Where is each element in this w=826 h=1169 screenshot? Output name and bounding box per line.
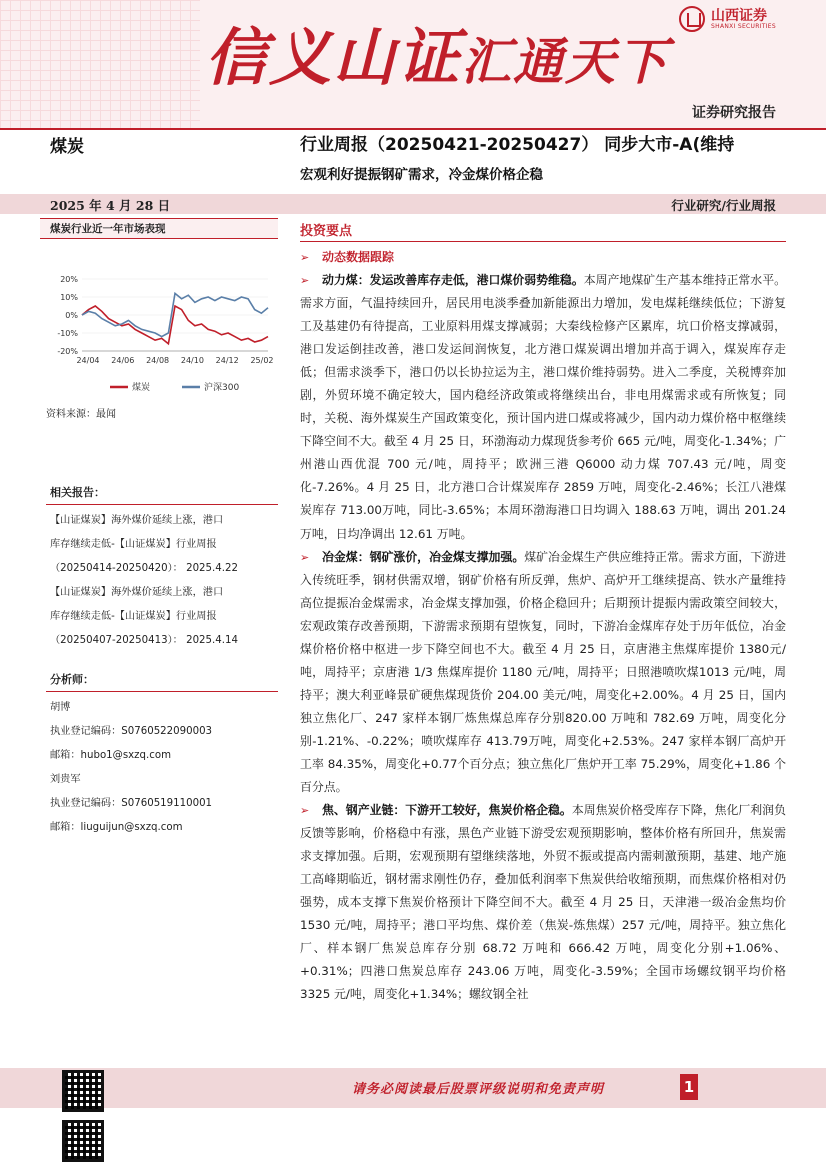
industry-label: 煤炭: [50, 137, 84, 157]
arrow-bullet-icon: ➢: [300, 804, 310, 818]
paragraph-line: 游需求预期有望恢复，同时，下游冶金煤库存处于历年低位，冶金煤价格价: [300, 618, 786, 656]
paragraph-heading: 动力煤：发运改善库存走低，港口煤价弱势维稳。: [322, 273, 584, 287]
key-points-title: 投资要点: [300, 224, 353, 239]
chart-title: 煤炭行业近一年市场表现: [40, 218, 278, 239]
analyst-line: 执业登记编码：S0760519110001: [50, 798, 213, 809]
paragraph-line: 周持平；欧洲三港 Q6000 动力煤 707.43 元/吨，周变化-7.26%。4 月 25 日，: [300, 457, 786, 495]
analyst-line: 执业登记编码：S0760522090003: [50, 726, 213, 737]
chart-source: 资料来源：最闻: [46, 409, 116, 420]
x-tick-label: 24/12: [215, 356, 239, 365]
x-tick-label: 24/04: [76, 356, 100, 365]
section-dynamic-tracking: ➢ 动态数据跟踪: [300, 246, 786, 269]
y-tick-label: 0%: [65, 311, 78, 320]
company-name-cn: 山西证券: [711, 7, 768, 24]
banner-grid-pattern: [0, 0, 200, 128]
analyst-line: 邮箱：hubo1@sxzq.com: [50, 750, 171, 761]
paragraph-line: 发运间润恢复，北方港口煤炭调出增加并高于调入，煤炭库存走低；但需求: [300, 342, 786, 380]
paragraph-line: 格中枢进一步下降空间也不大。截至 4 月 25 日，京唐港主焦煤库提价 1380: [349, 641, 770, 656]
x-tick-label: 24/10: [180, 356, 204, 365]
paragraph-line: 本周产地煤矿生产基: [583, 273, 691, 287]
market-performance-chart: [40, 239, 278, 399]
slogan-part2: 汇通天下: [461, 32, 670, 91]
related-report-line: 【山证煤炭】海外煤价延续上涨，港口: [50, 587, 224, 598]
paragraph-line: 元/吨，周持平；京唐港 1/3 焦煤库提价 1180 元/吨，周持平；日照港喷吹煤: [300, 641, 786, 679]
key-divider: [300, 241, 786, 242]
header-banner: [0, 0, 826, 128]
related-divider: [46, 504, 278, 505]
paragraph-line: 影响，整体价格有所回升，焦炭需求支撑加强。后期，宏观预期有望继续落: [300, 826, 786, 864]
related-report-line: 库存继续走低-【山证煤炭】行业周报: [50, 611, 217, 622]
report-type: 证券研究报告: [692, 105, 776, 121]
paragraph-line: 本维持正常水平。需求方面，气温持续回升，居民用电淡季叠加新能源出力: [300, 273, 786, 311]
related-report-line: （20250414-20250420）： 2025.4.22: [50, 563, 238, 574]
paragraph-thermal-coal: [300, 269, 786, 546]
paragraph-line: 万吨，同比-3.65%；本周环渤海港口日均调入 188.63 万吨，调出 201.24 万: [300, 503, 786, 541]
paragraph-heading: 冶金煤：钢矿涨价，冶金煤支撑加强。: [322, 549, 525, 564]
paragraph-line: 煤矿冶金煤生产供应维持正常。: [524, 549, 691, 564]
report-title: 行业周报（20250421-20250427） 同步大市-A(维持: [300, 135, 735, 155]
paragraph-line: 降，焦化厂利润负反馈等影响，价格稳中有涨，黑色产业链下游受宏观预期: [300, 803, 786, 841]
analyst-line: 刘贵军: [50, 774, 81, 785]
company-logo: [679, 6, 776, 32]
company-emblem-icon: [679, 6, 705, 32]
date-bar: [0, 194, 826, 214]
paragraph-heading: 焦、钢产业链：下游开工较好，焦炭价格企稳。: [322, 803, 572, 818]
arrow-bullet-icon: ➢: [300, 274, 310, 287]
related-report-line: 库存继续走低-【山证煤炭】行业周报: [50, 539, 217, 550]
related-reports-title: 相关报告：: [50, 486, 105, 499]
banner-slogan: [205, 8, 669, 97]
page-number: 1: [680, 1074, 698, 1100]
analyst-line: 邮箱：liuguijun@sxzq.com: [50, 822, 183, 833]
paragraph-line: 周变化分别+1.06%、+0.31%；四港口焦炭总库存 243.06 万吨，周变化: [300, 941, 787, 979]
analyst-line: 胡博: [50, 702, 71, 713]
report-date: 2025 年 4 月 28 日: [50, 198, 171, 213]
paragraph-line: -3.59%；全国市场螺纹钢平均价格 3325 元/吨，周变化+1.34%；螺纹钢全社: [300, 964, 786, 1002]
paragraph-line: 本支撑下焦炭价格预计下降空间不大。截至 4 月 25 日，天津港一级冶金焦: [349, 895, 762, 910]
paragraph-line: 均价 1530 元/吨，周持平；港口平均焦、煤价差（焦炭-炼焦煤）257 元/吨，: [300, 895, 786, 933]
disclaimer-notice: 请务必阅读最后股票评级说明和免责声明: [352, 1082, 605, 1097]
footer-bar: [0, 1068, 826, 1108]
y-tick-label: -20%: [57, 347, 78, 356]
paragraph-line: 刚性仍存，叠加低利润率下焦炭供给收缩预期，而焦煤价格相对仍强势，成: [300, 872, 786, 910]
company-name-en: SHANXI SECURITIES: [711, 22, 776, 30]
related-report-line: （20250407-20250413）： 2025.4.14: [50, 635, 238, 646]
y-tick-label: -10%: [57, 329, 78, 338]
paragraph-line: 北方港口合计煤炭库存 2859 万吨，周变化-2.46%；长江八港煤炭库存 713.00: [300, 480, 786, 518]
related-report-line: 【山证煤炭】海外煤价延续上涨，港口: [50, 515, 224, 526]
paragraph-line: 本周焦炭价格受库存下: [571, 803, 691, 818]
y-tick-label: 10%: [60, 293, 78, 302]
x-tick-label: 24/06: [111, 356, 135, 365]
analyst-divider: [46, 691, 278, 692]
paragraph-line: 将减少，国内动力煤价格中枢继续下降空间不大。截至 4 月 25 日，环渤海: [300, 411, 786, 449]
paragraph-line: 吨，日均净调出 12.61 万吨。: [311, 526, 473, 541]
paragraph-line: 个百分点；独立焦化厂焦炉开工率 75.29%，周变化+1.86 个百分点。: [300, 756, 786, 795]
analyst-title: 分析师：: [50, 673, 94, 686]
y-tick-label: 20%: [60, 275, 78, 284]
paragraph-line: 万吨，周变化+2.53%。247 家样本钢厂高炉开工率 84.35%，周变化+0.77: [300, 733, 787, 771]
legend-label: 煤炭: [132, 383, 151, 393]
slogan-part1: 信义山证: [205, 21, 462, 94]
paragraph-line: 动力煤现货参考价 665 元/吨，周变化-1.34%；广州港山西优混 700 元/吨，: [300, 434, 786, 472]
paragraph-line: 弈加剧，外贸环境不确定较大，国内稳经济政策或将继续出台，非电用煤需: [300, 365, 786, 403]
related-reports-list: [40, 509, 278, 653]
x-tick-label: 25/02: [250, 356, 274, 365]
paragraph-line: 淡季下，港口仍以长协拉运为主，港口煤价维持弱势。进入二季度，关税博: [360, 365, 762, 380]
arrow-bullet-icon: ➢: [300, 251, 310, 264]
paragraph-line: 需求方面，下游进入传统旺季，钢材供需双增，钢矿价格有所反弹，焦炉、: [300, 549, 786, 587]
paragraph-line: 820.00 万吨和 782.69 万吨，周变化分别-1.21%、-0.22%；喷吹煤库存 413.79: [300, 710, 786, 748]
sidebar: [40, 218, 278, 840]
arrow-bullet-icon: ➢: [300, 550, 310, 564]
paragraph-line: 增加，发电煤耗继续低位；下游复工及基建仍有待提高，工业原料用煤支撑: [300, 296, 786, 334]
analyst-list: [40, 696, 278, 840]
main-content: [300, 220, 786, 1007]
paragraph-line: 周持平。独立焦化厂、样本钢厂焦炭总库存分别 68.72 万吨和 666.42 万吨，: [300, 918, 786, 956]
x-tick-label: 24/08: [146, 356, 170, 365]
report-category: 行业研究/行业周报: [671, 198, 776, 213]
paragraph-line: 1013 元/吨，周持平；澳大利亚峰景矿硬焦煤现货价 204.00 美元/吨，周变化: [300, 664, 786, 702]
qr-code-icon: [62, 1070, 104, 1112]
paragraph-line: 减弱；大秦线检修产区累库，坑口价格支撑减弱，港口发运倒挂改善，港口: [300, 319, 786, 357]
paragraph-line: 求或有所恢复；同时，关税、海外煤炭生产国政策变化，预计国内进口煤或: [300, 388, 786, 426]
series-line-0: [82, 306, 268, 344]
paragraph-met-coal: [300, 546, 786, 800]
paragraph-line: +2.00%。4 月 25 日，国内独立焦化厂、247 家样本钢厂炼焦煤总库存分别: [300, 687, 786, 725]
paragraph-line: 高炉开工继续提高、铁水产量维持高位提振冶金煤需求，冶金煤支撑加强，: [300, 572, 786, 610]
paragraph-line: 价格企稳回升；后期预计提振内需政策空间较大，宏观政策存改善预期，下: [300, 595, 786, 633]
report-subtitle: 宏观利好提振钢矿需求，冷金煤价格企稳: [300, 167, 543, 183]
legend-label: 沪深300: [204, 383, 240, 393]
paragraph-coke-steel: [300, 799, 786, 1006]
paragraph-line: 地，外贸不振或提高内需刺激预期，基建、地产施工高峰期临近，钢材需求: [300, 849, 786, 887]
qr-code-icon-2: [62, 1120, 104, 1162]
